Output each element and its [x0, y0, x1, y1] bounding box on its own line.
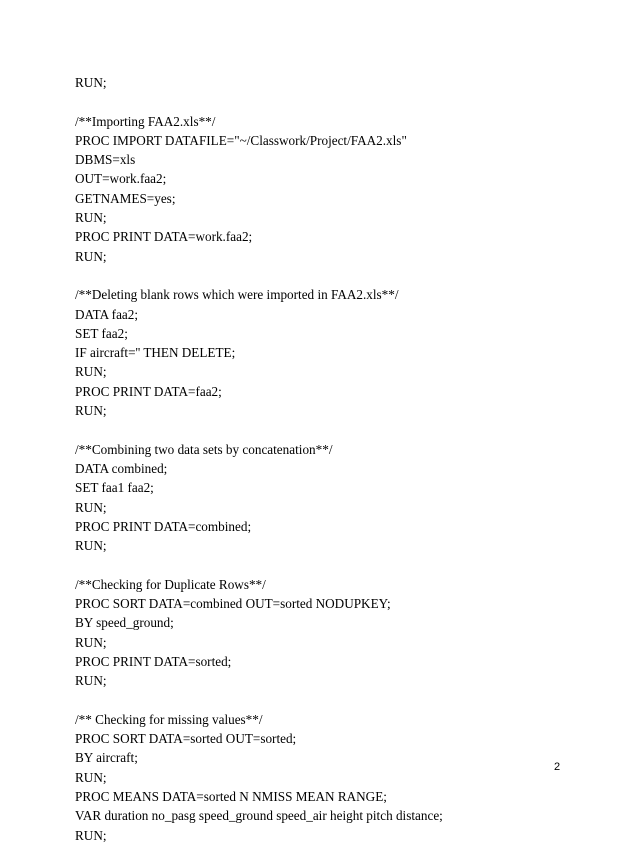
code-line: PROC SORT DATA=sorted OUT=sorted;	[75, 731, 297, 747]
code-line: RUN;	[75, 210, 107, 226]
code-block-1	[75, 112, 595, 266]
code-block-4	[75, 575, 595, 691]
code-line: BY aircraft;	[75, 750, 138, 766]
blank-line	[75, 266, 595, 285]
code-block-2	[75, 285, 595, 420]
code-line: RUN;	[75, 499, 107, 515]
code-line: RUN;	[75, 248, 107, 264]
code-line: PROC PRINT DATA=combined;	[75, 518, 252, 534]
code-line: PROC PRINT DATA=sorted;	[75, 653, 232, 669]
blank-line	[75, 691, 595, 710]
code-block-3	[75, 440, 595, 556]
code-line: RUN;	[75, 827, 107, 843]
code-line: RUN;	[75, 769, 107, 785]
code-comment-line: /**Checking for Duplicate Rows**/	[75, 576, 266, 592]
code-line: RUN;	[75, 364, 107, 380]
code-line: IF aircraft='' THEN DELETE;	[75, 345, 236, 361]
code-line: GETNAMES=yes;	[75, 190, 176, 206]
code-line: PROC PRINT DATA=work.faa2;	[75, 229, 253, 245]
blank-line	[75, 92, 595, 111]
code-line: VAR duration no_pasg speed_ground speed_air height pitch distance;	[75, 808, 443, 824]
code-line: PROC SORT DATA=combined OUT=sorted NODUPKEY;	[75, 596, 391, 612]
code-line: DATA combined;	[75, 460, 168, 476]
code-line: DBMS=xls	[75, 152, 136, 168]
code-line: OUT=work.faa2;	[75, 171, 167, 187]
code-line: DATA faa2;	[75, 306, 139, 322]
code-line: BY speed_ground;	[75, 615, 174, 631]
code-line: RUN;	[75, 538, 107, 554]
code-line: PROC PRINT DATA=faa2;	[75, 383, 222, 399]
code-line: PROC MEANS DATA=sorted N NMISS MEAN RANGE;	[75, 788, 387, 804]
code-line: RUN;	[75, 75, 107, 90]
code-comment-line: /**Combining two data sets by concatenation**/	[75, 441, 333, 457]
code-block-5	[75, 710, 595, 845]
blank-line	[75, 420, 595, 439]
page-number: 2	[554, 761, 561, 773]
code-comment-line: /**Importing FAA2.xls**/	[75, 113, 216, 129]
sas-code-listing	[75, 73, 595, 845]
code-line: SET faa1 faa2;	[75, 480, 154, 496]
code-line: RUN;	[75, 673, 107, 689]
code-block-0	[75, 73, 595, 92]
code-comment-line: /** Checking for missing values**/	[75, 711, 263, 727]
code-line: RUN;	[75, 403, 107, 419]
blank-line	[75, 555, 595, 574]
code-comment-line: /**Deleting blank rows which were imported in FAA2.xls**/	[75, 287, 399, 303]
code-line: RUN;	[75, 634, 107, 650]
code-line: PROC IMPORT DATAFILE="~/Classwork/Project/FAA2.xls"	[75, 132, 407, 148]
code-line: SET faa2;	[75, 325, 128, 341]
